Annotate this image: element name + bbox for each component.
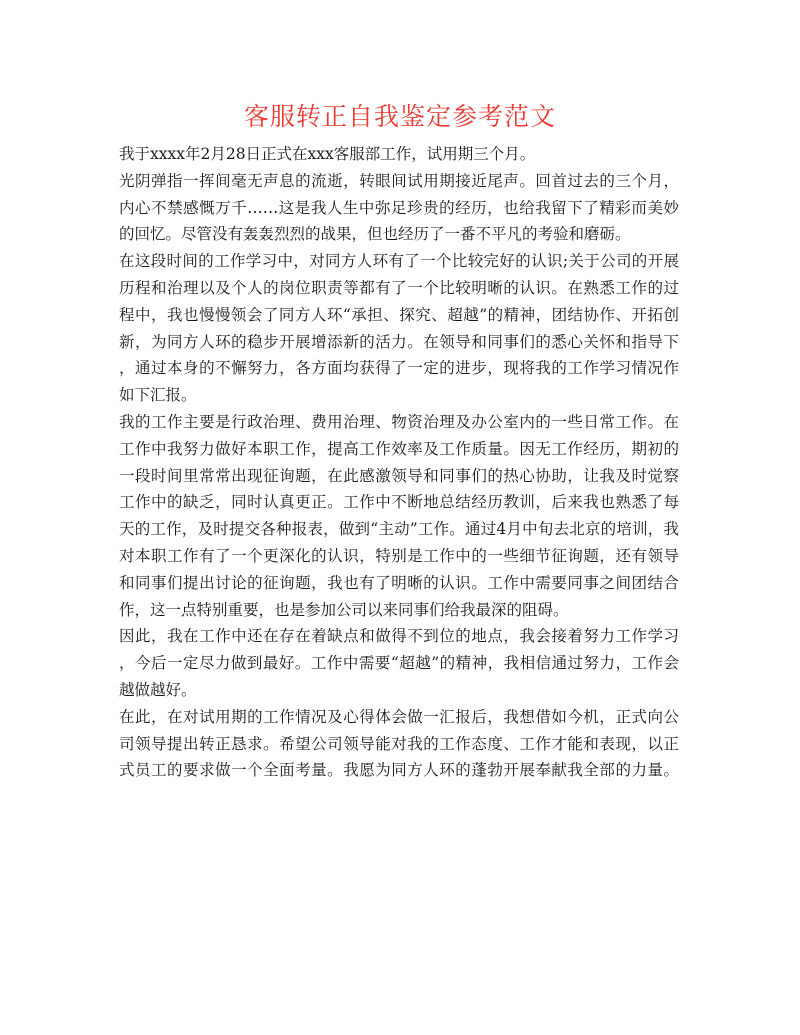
text-line: 在这段时间的工作学习中，对同方人环有了一个比较完好的认识;关于公司的开展 [119, 252, 679, 271]
text-line: 我于xxxx年2月28日正式在xxx客服部工作，试用期三个月。 [119, 145, 536, 163]
text-line: 在此，在对试用期的工作情况及心得体会做一汇报后，我想借如今机，正式向公 [119, 707, 679, 726]
text-line: ，通过本身的不懈努力，各方面均获得了一定的进步，现将我的工作学习情况作 [119, 359, 679, 378]
text-line: 工作中我努力做好本职工作，提高工作效率及工作质量。因无工作经历，期初的 [119, 439, 679, 458]
document-body [119, 141, 679, 784]
text-line: 内心不禁感慨万千……这是我人生中弥足珍贵的经历，也给我留下了精彩而美妙 [119, 198, 679, 217]
document-title: 客服转正自我鉴定参考范文 [243, 102, 556, 131]
text-line: 历程和治理以及个人的岗位职责等都有了一个比较明晰的认识。在熟悉工作的过 [119, 278, 679, 297]
text-line: 和同事们提出讨论的征询题，我也有了明晰的认识。工作中需要同事之间团结合 [119, 573, 679, 592]
text-line: ，今后一定尽力做到最好。工作中需要“超越”的精神，我相信通过努力，工作会 [119, 654, 679, 673]
text-line: 式员工的要求做一个全面考量。我愿为同方人环的蓬勃开展奉献我全部的力量。 [119, 761, 679, 780]
text-line: 越做越好。 [119, 680, 197, 699]
text-line: 作，这一点特别重要，也是参加公司以来同事们给我最深的阻碍。 [119, 600, 569, 619]
text-line: 如下汇报。 [119, 386, 197, 405]
text-line: 司领导提出转正恳求。希望公司领导能对我的工作态度、工作才能和表现，以正 [119, 734, 679, 753]
text-line: 天的工作，及时提交各种报表，做到“主动”工作。通过4月中旬去北京的培训，我 [119, 520, 679, 539]
text-line: 对本职工作有了一个更深化的认识，特别是工作中的一些细节征询题，还有领导 [119, 546, 679, 565]
text-line: 的回忆。尽管没有轰轰烈烈的战果，但也经历了一番不平凡的考验和磨砺。 [119, 225, 631, 244]
text-line: 一段时间里常常出现征询题，在此感激领导和同事们的热心协助，让我及时觉察 [119, 466, 679, 485]
text-line: 光阴弹指一挥间毫无声息的流逝，转眼间试用期接近尾声。回首过去的三个月， [119, 171, 679, 190]
text-line: 程中，我也慢慢领会了同方人环“承担、探究、超越”的精神，团结协作、开拓创 [119, 305, 679, 324]
text-line: 新，为同方人环的稳步开展增添新的活力。在领导和同事们的悉心关怀和指导下 [119, 332, 679, 351]
text-line: 我的工作主要是行政治理、费用治理、物资治理及办公室内的一些日常工作。在 [119, 412, 679, 431]
text-line: 工作中的缺乏，同时认真更正。工作中不断地总结经历教训，后来我也熟悉了每 [119, 493, 679, 512]
text-line: 因此，我在工作中还在存在着缺点和做得不到位的地点，我会接着努力工作学习 [119, 627, 679, 646]
